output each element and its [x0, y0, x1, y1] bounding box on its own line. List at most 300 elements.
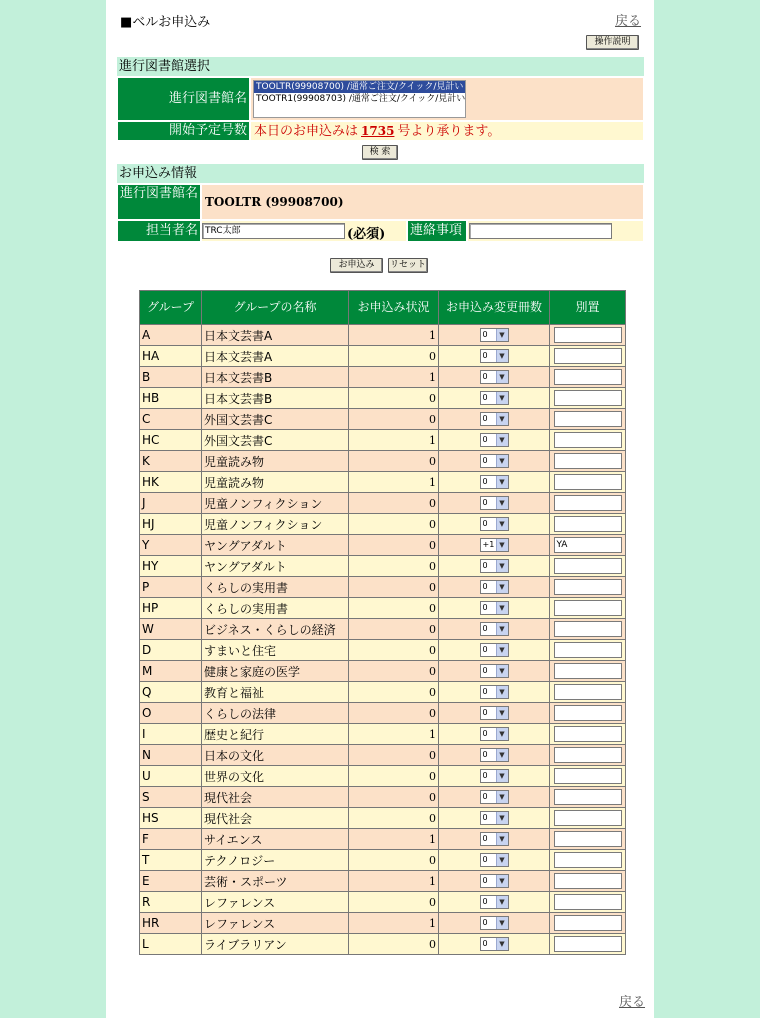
group-name: 現代社会 [202, 808, 349, 829]
change-count-select[interactable] [480, 454, 509, 468]
group-code: HA [140, 346, 202, 367]
table-row [140, 640, 626, 661]
page [106, 0, 654, 1018]
group-code: Q [140, 682, 202, 703]
change-count-value: 0 [482, 624, 488, 634]
order-status: 0 [349, 661, 439, 682]
chevron-down-icon: ▼ [496, 539, 508, 551]
submit-button[interactable]: お申込み [330, 258, 383, 273]
chevron-down-icon: ▼ [496, 833, 508, 845]
separate-cell [550, 535, 626, 556]
order-status: 0 [349, 787, 439, 808]
order-status: 1 [349, 871, 439, 892]
group-name: 世界の文化 [202, 766, 349, 787]
change-cell [439, 724, 550, 745]
separate-input[interactable] [554, 327, 622, 343]
chevron-down-icon: ▼ [496, 371, 508, 383]
table-row [140, 556, 626, 577]
order-status: 0 [349, 808, 439, 829]
change-count-value: 0 [482, 372, 488, 382]
separate-cell [550, 745, 626, 766]
separate-cell [550, 703, 626, 724]
separate-input[interactable]: YA [554, 537, 622, 553]
start-number-text-after: 号より承ります。 [397, 124, 501, 139]
separate-input[interactable] [554, 894, 622, 910]
change-count-select[interactable] [480, 748, 509, 762]
group-name: 児童ノンフィクション [202, 514, 349, 535]
separate-cell [550, 556, 626, 577]
change-count-select[interactable] [480, 580, 509, 594]
group-name: レファレンス [202, 913, 349, 934]
group-code: M [140, 661, 202, 682]
group-name: レファレンス [202, 892, 349, 913]
table-row [140, 913, 626, 934]
table-row [140, 535, 626, 556]
separate-input[interactable] [554, 474, 622, 490]
change-count-value: 0 [482, 666, 488, 676]
separate-input[interactable] [554, 453, 622, 469]
group-code: B [140, 367, 202, 388]
group-name: 健康と家庭の医学 [202, 661, 349, 682]
chevron-down-icon: ▼ [496, 497, 508, 509]
group-name: 児童読み物 [202, 472, 349, 493]
change-count-value: 0 [482, 393, 488, 403]
start-number-cell [250, 121, 644, 141]
change-count-select[interactable] [480, 769, 509, 783]
separate-cell [550, 892, 626, 913]
group-name: 外国文芸書C [202, 430, 349, 451]
change-count-value: 0 [482, 561, 488, 571]
order-status: 0 [349, 451, 439, 472]
chevron-down-icon: ▼ [496, 413, 508, 425]
chevron-down-icon: ▼ [496, 665, 508, 677]
order-status: 0 [349, 850, 439, 871]
library-option-selected[interactable]: TOOLTR(99908700) /通常ご注文/クイック/見計い [256, 82, 464, 92]
change-count-select[interactable] [480, 643, 509, 657]
table-row [140, 892, 626, 913]
separate-cell [550, 913, 626, 934]
change-cell [439, 493, 550, 514]
group-name: 日本文芸書B [202, 388, 349, 409]
chevron-down-icon: ▼ [496, 350, 508, 362]
group-name: 芸術・スポーツ [202, 871, 349, 892]
order-status: 0 [349, 556, 439, 577]
separate-input[interactable] [554, 495, 622, 511]
change-count-select[interactable] [480, 727, 509, 741]
required-note: (必須) [347, 227, 386, 242]
group-code: HY [140, 556, 202, 577]
change-count-select[interactable] [480, 370, 509, 384]
group-code: U [140, 766, 202, 787]
group-name: 歴史と紀行 [202, 724, 349, 745]
group-name: サイエンス [202, 829, 349, 850]
change-count-value: 0 [482, 876, 488, 886]
chevron-down-icon: ▼ [496, 812, 508, 824]
change-count-select[interactable] [480, 496, 509, 510]
chevron-down-icon: ▼ [496, 560, 508, 572]
change-cell [439, 913, 550, 934]
chevron-down-icon: ▼ [496, 581, 508, 593]
separate-input[interactable] [554, 411, 622, 427]
order-status: 0 [349, 619, 439, 640]
group-code: A [140, 325, 202, 346]
change-cell [439, 829, 550, 850]
change-count-value: 0 [482, 456, 488, 466]
table-row [140, 661, 626, 682]
change-count-select[interactable] [480, 559, 509, 573]
separate-input[interactable] [554, 831, 622, 847]
separate-input[interactable] [554, 789, 622, 805]
person-input[interactable]: TRC太郎 [202, 223, 345, 239]
chevron-down-icon: ▼ [496, 455, 508, 467]
separate-cell [550, 682, 626, 703]
change-cell [439, 808, 550, 829]
order-status: 1 [349, 430, 439, 451]
separate-cell [550, 493, 626, 514]
change-count-value: 0 [482, 414, 488, 424]
col-header-group: グループ [140, 291, 202, 325]
change-count-value: 0 [482, 687, 488, 697]
group-code: HJ [140, 514, 202, 535]
change-count-select[interactable] [480, 664, 509, 678]
table-row [140, 808, 626, 829]
change-count-value: 0 [482, 435, 488, 445]
change-cell [439, 388, 550, 409]
group-code: Y [140, 535, 202, 556]
group-code: N [140, 745, 202, 766]
chevron-down-icon: ▼ [496, 434, 508, 446]
chevron-down-icon: ▼ [496, 644, 508, 656]
change-count-select[interactable] [480, 517, 509, 531]
person-label: 担当者名 [117, 220, 201, 242]
group-name: ビジネス・くらしの経済 [202, 619, 349, 640]
change-count-select[interactable] [480, 349, 509, 363]
change-count-value: 0 [482, 834, 488, 844]
change-count-select[interactable] [480, 412, 509, 426]
order-status: 0 [349, 346, 439, 367]
separate-cell [550, 934, 626, 955]
separate-cell [550, 598, 626, 619]
chevron-down-icon: ▼ [496, 476, 508, 488]
group-table [139, 290, 626, 955]
group-code: J [140, 493, 202, 514]
col-header-group-name: グループの名称 [202, 291, 349, 325]
separate-input[interactable] [554, 390, 622, 406]
contact-input[interactable] [469, 223, 612, 239]
table-row [140, 451, 626, 472]
order-status: 0 [349, 934, 439, 955]
order-library-label: 進行図書館名 [117, 184, 201, 220]
chevron-down-icon: ▼ [496, 728, 508, 740]
order-status: 0 [349, 745, 439, 766]
table-row [140, 682, 626, 703]
chevron-down-icon: ▼ [496, 707, 508, 719]
change-count-value: 0 [482, 477, 488, 487]
change-cell [439, 409, 550, 430]
separate-cell [550, 409, 626, 430]
help-button[interactable]: 操作説明 [586, 35, 639, 50]
chevron-down-icon: ▼ [496, 329, 508, 341]
separate-input[interactable] [554, 642, 622, 658]
separate-cell [550, 619, 626, 640]
contact-label: 連絡事項 [407, 220, 467, 242]
order-status: 1 [349, 325, 439, 346]
change-cell [439, 535, 550, 556]
change-count-value: 0 [482, 813, 488, 823]
reset-button[interactable]: リセット [388, 258, 428, 273]
chevron-down-icon: ▼ [496, 917, 508, 929]
change-cell [439, 787, 550, 808]
separate-cell [550, 850, 626, 871]
separate-cell [550, 430, 626, 451]
change-cell [439, 850, 550, 871]
library-option[interactable]: TOOTR1(99908703) /通常ご注文/クイック/見計い [256, 94, 466, 104]
change-cell [439, 619, 550, 640]
change-count-value: 0 [482, 351, 488, 361]
change-count-value: 0 [482, 771, 488, 781]
separate-cell [550, 829, 626, 850]
start-number-value: 1735 [361, 124, 395, 138]
group-name: くらしの実用書 [202, 598, 349, 619]
group-code: P [140, 577, 202, 598]
change-cell [439, 325, 550, 346]
change-count-select[interactable] [480, 622, 509, 636]
change-count-select[interactable] [480, 685, 509, 699]
order-library-value: TOOLTR (99908700) [205, 195, 344, 209]
col-header-change: お申込み変更冊数 [439, 291, 550, 325]
change-count-select[interactable] [480, 538, 509, 552]
change-cell [439, 367, 550, 388]
order-status: 0 [349, 640, 439, 661]
group-name: 外国文芸書C [202, 409, 349, 430]
chevron-down-icon: ▼ [496, 686, 508, 698]
group-code: HS [140, 808, 202, 829]
change-count-select[interactable] [480, 895, 509, 909]
order-status: 0 [349, 493, 439, 514]
change-count-value: 0 [482, 939, 488, 949]
group-name: テクノロジー [202, 850, 349, 871]
table-row [140, 703, 626, 724]
table-row [140, 598, 626, 619]
col-header-status: お申込み状況 [349, 291, 439, 325]
table-row [140, 367, 626, 388]
chevron-down-icon: ▼ [496, 749, 508, 761]
separate-input[interactable] [554, 684, 622, 700]
group-name: 現代社会 [202, 787, 349, 808]
group-code: L [140, 934, 202, 955]
group-code: D [140, 640, 202, 661]
group-name: 教育と福祉 [202, 682, 349, 703]
order-status: 0 [349, 535, 439, 556]
page-title: ■ベルお申込み [120, 15, 211, 30]
change-cell [439, 934, 550, 955]
table-row [140, 409, 626, 430]
separate-input[interactable] [554, 558, 622, 574]
separate-cell [550, 346, 626, 367]
change-count-value: 0 [482, 498, 488, 508]
chevron-down-icon: ▼ [496, 392, 508, 404]
table-row [140, 430, 626, 451]
group-name: 日本文芸書A [202, 325, 349, 346]
separate-cell [550, 766, 626, 787]
chevron-down-icon: ▼ [496, 623, 508, 635]
change-count-value: 0 [482, 918, 488, 928]
separate-cell [550, 577, 626, 598]
separate-input[interactable] [554, 747, 622, 763]
change-cell [439, 892, 550, 913]
separate-input[interactable] [554, 600, 622, 616]
table-row [140, 493, 626, 514]
change-count-value: 0 [482, 519, 488, 529]
separate-input[interactable] [554, 348, 622, 364]
group-name: 児童ノンフィクション [202, 493, 349, 514]
change-count-value: 0 [482, 855, 488, 865]
change-count-select[interactable] [480, 475, 509, 489]
order-status: 0 [349, 766, 439, 787]
change-cell [439, 430, 550, 451]
change-cell [439, 451, 550, 472]
table-row [140, 871, 626, 892]
col-header-separate: 別置 [550, 291, 626, 325]
change-count-select[interactable] [480, 706, 509, 720]
back-link-top[interactable]: 戻る [615, 14, 642, 29]
change-count-select[interactable] [480, 853, 509, 867]
separate-cell [550, 514, 626, 535]
order-info-heading: お申込み情報 [117, 164, 644, 183]
change-cell [439, 871, 550, 892]
separate-cell [550, 388, 626, 409]
start-number-text-before: 本日のお申込みは [254, 124, 359, 139]
search-button[interactable]: 検 索 [362, 145, 398, 160]
separate-input[interactable] [554, 852, 622, 868]
change-count-value: 0 [482, 582, 488, 592]
separate-input[interactable] [554, 663, 622, 679]
separate-input[interactable] [554, 936, 622, 952]
separate-cell [550, 661, 626, 682]
change-cell [439, 640, 550, 661]
group-code: HP [140, 598, 202, 619]
table-row [140, 724, 626, 745]
change-cell [439, 661, 550, 682]
separate-cell [550, 451, 626, 472]
group-code: E [140, 871, 202, 892]
group-name: すまいと住宅 [202, 640, 349, 661]
change-count-value: 0 [482, 330, 488, 340]
table-row [140, 346, 626, 367]
chevron-down-icon: ▼ [496, 854, 508, 866]
chevron-down-icon: ▼ [496, 896, 508, 908]
table-row [140, 577, 626, 598]
group-code: C [140, 409, 202, 430]
change-cell [439, 682, 550, 703]
group-name: 児童読み物 [202, 451, 349, 472]
table-row [140, 514, 626, 535]
separate-input[interactable] [554, 873, 622, 889]
table-row [140, 934, 626, 955]
order-status: 1 [349, 829, 439, 850]
chevron-down-icon: ▼ [496, 875, 508, 887]
change-count-select[interactable] [480, 391, 509, 405]
table-row [140, 745, 626, 766]
table-row [140, 472, 626, 493]
change-count-select[interactable] [480, 937, 509, 951]
change-cell [439, 598, 550, 619]
change-count-select[interactable] [480, 811, 509, 825]
order-status: 1 [349, 472, 439, 493]
separate-input[interactable] [554, 579, 622, 595]
order-status: 1 [349, 913, 439, 934]
back-link-bottom[interactable]: 戻る [619, 995, 646, 1010]
group-name: くらしの法律 [202, 703, 349, 724]
separate-input[interactable] [554, 768, 622, 784]
chevron-down-icon: ▼ [496, 770, 508, 782]
separate-input[interactable] [554, 810, 622, 826]
separate-input[interactable] [554, 516, 622, 532]
separate-input[interactable] [554, 432, 622, 448]
separate-input[interactable] [554, 915, 622, 931]
change-count-select[interactable] [480, 328, 509, 342]
chevron-down-icon: ▼ [496, 602, 508, 614]
table-row [140, 388, 626, 409]
separate-input[interactable] [554, 726, 622, 742]
change-count-select[interactable] [480, 916, 509, 930]
group-code: W [140, 619, 202, 640]
change-count-select[interactable] [480, 832, 509, 846]
change-count-select[interactable] [480, 601, 509, 615]
order-status: 0 [349, 892, 439, 913]
group-code: HR [140, 913, 202, 934]
table-row [140, 829, 626, 850]
change-count-value: 0 [482, 603, 488, 613]
change-cell [439, 346, 550, 367]
start-number-label: 開始予定号数 [117, 121, 250, 141]
group-code: S [140, 787, 202, 808]
group-code: R [140, 892, 202, 913]
change-count-value: 0 [482, 708, 488, 718]
separate-input[interactable] [554, 705, 622, 721]
change-count-select[interactable] [480, 874, 509, 888]
separate-cell [550, 325, 626, 346]
change-cell [439, 472, 550, 493]
table-row [140, 325, 626, 346]
change-count-select[interactable] [480, 433, 509, 447]
order-status: 0 [349, 409, 439, 430]
separate-cell [550, 724, 626, 745]
order-status: 0 [349, 703, 439, 724]
order-status: 0 [349, 514, 439, 535]
group-name: ヤングアダルト [202, 535, 349, 556]
change-count-value: 0 [482, 645, 488, 655]
chevron-down-icon: ▼ [496, 518, 508, 530]
table-row [140, 619, 626, 640]
separate-input[interactable] [554, 621, 622, 637]
group-name: 日本の文化 [202, 745, 349, 766]
group-code: F [140, 829, 202, 850]
group-code: K [140, 451, 202, 472]
separate-input[interactable] [554, 369, 622, 385]
table-row [140, 787, 626, 808]
library-listbox[interactable] [253, 80, 466, 118]
change-count-select[interactable] [480, 790, 509, 804]
change-count-value: +1 [482, 540, 495, 550]
change-count-value: 0 [482, 750, 488, 760]
change-count-value: 0 [482, 729, 488, 739]
library-name-label: 進行図書館名 [117, 77, 250, 121]
group-name: 日本文芸書B [202, 367, 349, 388]
group-code: I [140, 724, 202, 745]
table-row [140, 850, 626, 871]
change-count-value: 0 [482, 792, 488, 802]
